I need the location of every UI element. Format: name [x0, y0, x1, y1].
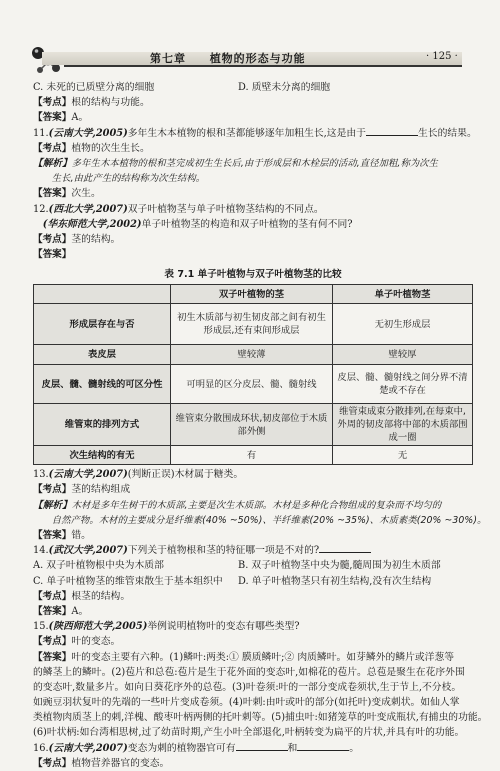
comparison-table: [33, 284, 473, 465]
section-tag: 【答案】: [33, 605, 72, 617]
line-text: 根茎的结构。: [71, 590, 131, 602]
answer-blank: [366, 126, 418, 136]
line-text: A。: [71, 605, 89, 617]
text-line: [33, 634, 473, 649]
question-source: (华东师范大学,2002): [42, 218, 142, 230]
text-line: [33, 513, 487, 528]
text-line: [33, 95, 473, 110]
line-text: 类植物肉质茎上的刺,洋槐、酸枣叶柄两侧的托叶刺等。(5)捕虫叶:如猪笼草的叶变成瓶状,有捕虫的功能。: [33, 712, 488, 724]
table-cell: 维管束分散围成环状,韧皮部位于木质部外侧: [171, 404, 333, 446]
text-line: [33, 558, 473, 573]
table-cell: 壁较薄: [171, 345, 333, 365]
text-line: [33, 186, 473, 201]
line-text: 错。: [71, 530, 91, 541]
row-header-cell: 表皮层: [34, 345, 171, 365]
question-source: (云南大学,2007): [48, 469, 128, 481]
line-text: 叶的变态主要有六种。(1)鳞叶:两类:① 膜质鳞叶;② 肉质鳞叶。如芽鳞外的鳞片或洋葱等: [71, 651, 455, 663]
text-line: [33, 482, 473, 497]
option-a: A. 双子叶植物根中央为木质部: [33, 560, 164, 572]
line-text: 的变态叶,数量多片。如向日葵花序外的总苞。(3)叶卷须:叶的一部分变成卷须状,生于节上,不分枝。: [33, 681, 462, 693]
page-number: · 125 ·: [426, 51, 458, 62]
question-tail: 和: [287, 742, 298, 754]
text-line: [33, 680, 473, 695]
text-line: [33, 141, 473, 156]
table-cell: 初生木质部与初生韧皮部之间有初生形成层,还有束间形成层: [171, 304, 333, 345]
table-header-cell: 双子叶植物的茎: [171, 285, 333, 304]
line-text: 植物的次生生长。: [71, 142, 150, 154]
table-cell: 无: [333, 446, 473, 465]
text-line: [33, 543, 473, 558]
section-tag: 【考点】: [33, 97, 72, 109]
line-text: 根的结构与功能。: [71, 97, 150, 109]
line-text: 茎的结构。: [71, 233, 121, 245]
question-source: (西北大学,2007): [48, 203, 128, 215]
question-source: (陕西师范大学,2005): [48, 621, 148, 633]
line-text: 木材是多年生树干的木质部,主要是次生木质部。木材是多种化合物组成的复杂而不均匀的: [71, 499, 442, 511]
text-line: [33, 665, 473, 680]
question-text: (判断正误)木材属于糖类。: [127, 469, 244, 481]
section-tag: 【答案】: [33, 651, 72, 663]
question-text: 变态为刺的植物器官可有: [127, 742, 236, 754]
text-line: [33, 604, 473, 619]
text-line: [33, 574, 473, 589]
table-row: [34, 365, 473, 404]
section-tag: 【考点】: [33, 484, 72, 496]
question-text: 双子叶植物茎与单子叶植物茎结构的不同点。: [127, 203, 324, 215]
chapter-title: [150, 50, 306, 66]
table-header-cell: [34, 285, 171, 304]
page-header: [0, 28, 500, 72]
table-cell: 有: [171, 446, 333, 465]
table-row: [34, 446, 473, 465]
section-tag: 【答案】: [33, 112, 72, 124]
option-a: C. 单子叶植物茎的维管束散生于基本组织中: [33, 575, 223, 587]
answer-blank: [236, 741, 288, 751]
section-tag: 【答案】: [33, 249, 72, 261]
chapter-label: 第七章: [150, 52, 186, 65]
section-tag: 【解析】: [33, 499, 72, 511]
line-text: (6)叶状柄:如台湾相思树,过了幼苗时期,产生小叶全部退化,叶柄转变为扁平的片状,并具有叶的功能。: [33, 727, 465, 739]
question-text: 多年生木本植物的根和茎都能够逐年加粗生长,这是由于: [127, 127, 366, 139]
text-line: [33, 695, 473, 710]
answer-blank: [319, 543, 371, 553]
text-line: [33, 232, 473, 247]
table-row: [34, 345, 473, 365]
option-b: D. 单子叶植物茎只有初生结构,没有次生结构: [238, 575, 432, 587]
text-line: [33, 589, 473, 604]
section-tag: 【考点】: [33, 757, 72, 769]
line-text: A。: [71, 112, 89, 124]
table-cell: 皮层、髓、髓射线之间分界不清楚或不存在: [333, 365, 473, 404]
line-text: 次生。: [71, 188, 101, 200]
question-number: 13.: [33, 469, 49, 481]
line-text: 多年生木本植物的根和茎完成初生生长后,由于形成层和木栓层的活动,直径加粗,称为次生: [71, 157, 439, 169]
line-text: 如豌豆羽状复叶的先端的一些叶片变成卷须。(4)叶刺:由叶或叶的部分(如托叶)变成刺状。如仙人掌: [33, 697, 460, 709]
text-line: [33, 756, 473, 771]
text-block-top: [33, 80, 477, 262]
page-body: [33, 80, 488, 771]
table-cell: 壁较厚: [333, 345, 473, 365]
question-number: 15.: [33, 621, 49, 633]
text-line: [33, 741, 473, 756]
text-line: [33, 217, 473, 232]
table-header-cell: 单子叶植物茎: [333, 285, 473, 304]
text-block-bottom: [33, 467, 488, 771]
text-line: [33, 650, 473, 665]
text-line: [33, 156, 473, 171]
question-text: 下列关于植物根和茎的特征哪一项是不对的?: [127, 545, 320, 557]
line-text: 自然产物。木材的主要成分是纤维素(40% ~50%)、半纤维素(20% ~35%)、木质素类(20% ~30%)。: [51, 514, 487, 526]
question-tail: 生长的结果。: [417, 127, 477, 139]
question-text: 举例说明植物叶的变态有哪些类型?: [147, 621, 300, 633]
row-header-cell: 次生结构的有无: [34, 446, 171, 465]
text-line: [33, 171, 473, 186]
answer-blank: [297, 741, 349, 751]
text-line: [33, 528, 473, 543]
line-text: 茎的结构组成: [71, 484, 131, 496]
line-text: 生长,由此产生的结构称为次生结构。: [51, 173, 206, 185]
table-cell: 无初生形成层: [333, 304, 473, 345]
question-number: 14.: [33, 545, 49, 557]
option-a: C. 未死的已质壁分离的细胞: [33, 82, 155, 93]
text-line: [33, 467, 473, 482]
row-header-cell: 形成层存在与否: [34, 304, 171, 345]
section-tag: 【答案】: [33, 530, 72, 541]
text-line: [33, 126, 477, 141]
text-line: [33, 710, 488, 725]
question-source: (云南大学,2005): [48, 127, 128, 139]
table-cell: 可明显的区分皮层、髓、髓射线: [171, 365, 333, 404]
section-tag: 【考点】: [33, 590, 72, 602]
section-tag: 【考点】: [33, 636, 72, 648]
text-line: [33, 202, 473, 217]
question-number: 12.: [33, 203, 49, 215]
table-header-row: [34, 285, 473, 304]
table-caption: 表 7.1 单子叶植物与双子叶植物茎的比较: [164, 269, 342, 281]
line-text: 叶的变态。: [71, 636, 121, 648]
line-text: 植物营养器官的变态。: [71, 757, 170, 769]
section-tag: 【解析】: [33, 157, 72, 169]
line-text: 的鳞茎上的鳞叶。(2)苞片和总苞:苞片是生于花外面的变态叶,如棉花的苞片。总苞是聚生在花序外围: [33, 666, 465, 678]
section-tag: 【考点】: [33, 233, 72, 245]
option-b: D. 质壁未分离的细胞: [238, 82, 331, 93]
section-tag: 【考点】: [33, 142, 72, 154]
question-number: 16.: [33, 742, 49, 754]
text-line: [33, 80, 473, 95]
question-source: (云南大学,2007): [48, 742, 128, 754]
chapter-name: 植物的形态与功能: [209, 52, 306, 65]
option-b: B. 双子叶植物茎中央为髓,髓周围为初生木质部: [238, 560, 441, 572]
table-cell: 维管束成束分散排列,在每束中,外周的韧皮部将中部的木质部围成一圈: [333, 404, 473, 446]
question-source: (武汉大学,2007): [48, 545, 128, 557]
row-header-cell: 皮层、髓、髓射线的可区分性: [34, 365, 171, 404]
text-line: [33, 725, 473, 740]
question-number: 11.: [33, 127, 49, 139]
section-tag: 【答案】: [33, 188, 72, 200]
question-tail: 。: [349, 742, 360, 754]
text-line: [33, 619, 473, 634]
text-line: [33, 498, 473, 513]
table-row: [34, 304, 473, 345]
row-header-cell: 维管束的排列方式: [34, 404, 171, 446]
text-line: [33, 247, 473, 262]
table-row: [34, 404, 473, 446]
question-text: 单子叶植物茎的构造和双子叶植物的茎有何不同?: [141, 218, 353, 230]
text-line: [33, 110, 473, 125]
